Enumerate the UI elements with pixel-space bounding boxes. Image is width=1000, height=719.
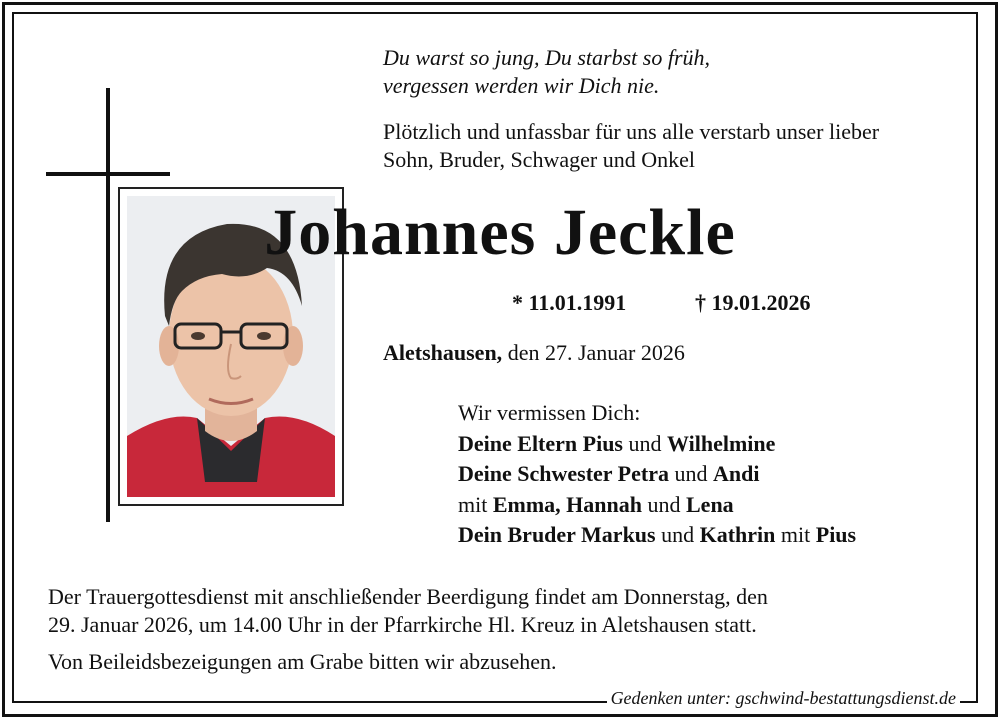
mourner-parents: Deine Eltern Pius [458, 430, 623, 456]
mourners-line-1 [458, 429, 856, 460]
cross-icon-horizontal [46, 172, 170, 176]
mourner-children: Emma, Hannah [492, 491, 642, 517]
intro-text [383, 118, 879, 174]
mourner-mother: Wilhelmine [667, 430, 776, 456]
mourners-list [458, 398, 856, 551]
verse [383, 44, 710, 100]
condolence-note: Von Beileidsbezeigungen am Grabe bitten wir abzusehen. [48, 649, 557, 674]
conjunction: und [642, 491, 686, 517]
place-town: Aletshausen, [383, 340, 503, 365]
verse-line-1: Du warst so jung, Du starbst so früh, [383, 45, 711, 70]
service-line-2: 29. Januar 2026, um 14.00 Uhr in der Pfarrkirche Hl. Kreuz in Aletshausen statt. [48, 612, 757, 637]
mourner-sister: Deine Schwester Petra [458, 461, 669, 486]
cross-icon-vertical [106, 88, 110, 522]
footer-rule [48, 701, 552, 703]
mourner-nephew: Pius [815, 522, 857, 547]
mourners-heading: Wir vermissen Dich: [458, 400, 641, 425]
conjunction: und [668, 461, 713, 486]
death-date: † 19.01.2026 [695, 290, 811, 315]
conjunction: und [623, 430, 667, 456]
place-and-date [383, 340, 685, 366]
mourners-line-2 [458, 459, 856, 490]
mourner-sister-in-law: Kathrin [699, 522, 776, 547]
mourners-line-3 [458, 490, 856, 521]
intro-line-1: Plötzlich und unfassbar für uns alle verstarb unser lieber [383, 119, 880, 144]
conjunction: mit [458, 491, 493, 517]
conjunction: und [655, 522, 700, 547]
mourner-brother: Dein Bruder Markus [458, 522, 656, 547]
service-line-1: Der Trauergottesdienst mit anschließender Beerdigung findet am Donnerstag, den [48, 584, 768, 609]
mourners-line-4 [458, 520, 856, 551]
memorial-website-link[interactable]: Gedenken unter: gschwind-bestattungsdienst.de [607, 688, 960, 709]
mourner-partner: Andi [712, 461, 760, 486]
mourner-child: Lena [686, 491, 734, 517]
verse-line-2: vergessen werden wir Dich nie. [383, 73, 660, 98]
place-date: den 27. Januar 2026 [502, 340, 685, 365]
intro-line-2: Sohn, Bruder, Schwager und Onkel [383, 147, 695, 172]
conjunction: mit [775, 522, 816, 547]
birth-date: * 11.01.1991 [512, 290, 627, 315]
service-info [48, 583, 768, 639]
deceased-name: Johannes Jeckle [264, 196, 736, 269]
